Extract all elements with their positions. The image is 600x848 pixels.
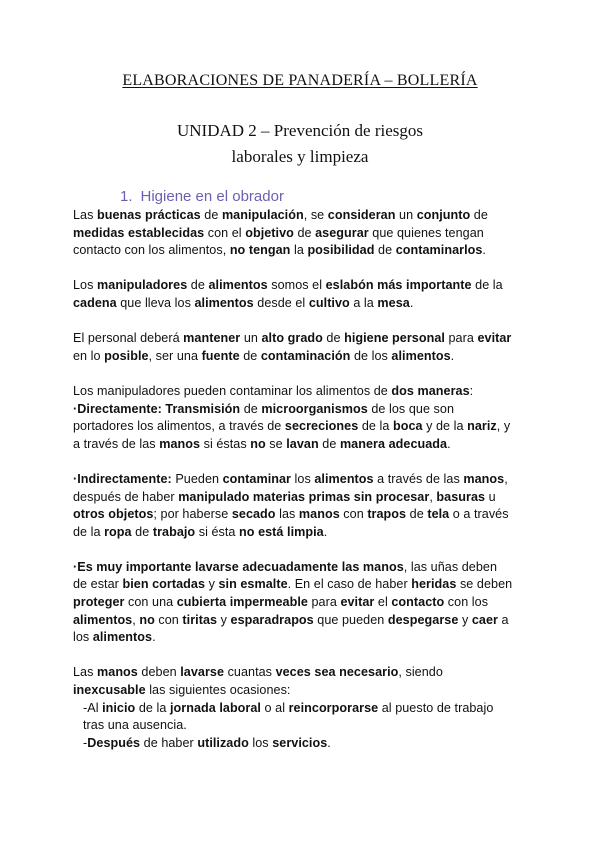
bold-text: sin esmalte [218,577,288,592]
text-run: de [200,208,222,222]
text-run: y [217,612,231,627]
bold-text: contaminar [222,471,291,486]
text-run: Los [73,278,98,293]
text-run: de [240,401,262,416]
text-run: de la [73,524,105,539]
text-run: de los que son [367,401,454,416]
paragraph-ocasiones [73,664,533,752]
bold-text: medidas establecidas [73,225,205,240]
bold-text: manipulado materias primas sin procesar [178,489,430,504]
text-line [73,401,533,419]
bold-text: tiritas [182,612,218,627]
bold-text: inexcusable [73,683,146,698]
text-run: Los manipuladores pueden contaminar los alimentos de [73,383,392,398]
text-run: de la [358,419,393,434]
bold-text: alimentos [391,348,451,363]
text-run: . [327,735,331,750]
text-run: se [265,436,287,451]
bold-text: consideran [327,208,396,222]
text-run: de la [135,700,170,715]
bold-text: manos [159,436,201,451]
text-run: . [447,436,451,451]
bold-text: microorganismos [261,401,368,416]
text-run: después de haber [73,489,179,504]
text-run: de estar [73,577,123,592]
bold-text: Después [87,735,141,750]
text-run: : [469,383,474,398]
bold-text: evitar [340,595,375,610]
text-line [73,471,533,489]
text-line [73,225,533,243]
bold-text: lavarse [180,665,225,680]
bold-text: nariz [467,419,497,434]
text-run: que lleva los [116,295,195,310]
text-run: las [275,507,299,522]
unit-title-line-2: laborales y limpieza [231,147,369,166]
text-run: de haber [140,735,198,750]
text-run: contacto con los alimentos, [73,243,230,258]
text-line [73,436,533,454]
text-line [73,682,533,700]
text-run: , [429,489,437,504]
text-run: , [132,612,140,627]
bold-text: alimentos [208,278,268,293]
text-run: y de la [422,419,468,434]
text-run: la [290,243,308,258]
bold-text: despegarse [387,612,459,627]
text-run: un [240,331,262,346]
text-run: , las uñas deben [403,559,498,574]
bold-text: posible [104,348,149,363]
text-run: si éstas [200,436,251,451]
text-line [73,489,533,507]
text-line [73,242,533,260]
text-run: para [307,595,341,610]
bold-text: boca [392,419,423,434]
bold-text: bien cortadas [122,577,206,592]
text-line [73,418,533,436]
bold-text: posibilidad [307,243,375,258]
text-run: , ser una [148,348,202,363]
bold-text: asegurar [315,225,369,240]
bold-text: cadena [73,295,117,310]
text-run: de [131,524,153,539]
bold-text: otros objetos [73,507,154,522]
bold-text: alimentos [314,471,374,486]
section-heading [120,188,284,205]
unit-title [0,118,600,170]
bold-text: secado [231,507,276,522]
bold-text: ·Directamente: Transmisión [73,401,241,416]
text-line [73,629,533,647]
paragraph-manipuladores [73,277,533,312]
text-run: con [339,507,368,522]
text-run: . En el caso de haber [287,577,412,592]
text-run: Las [73,208,98,222]
text-run: . [152,630,156,645]
bold-text: higiene personal [344,331,445,346]
bold-text: mesa [377,295,410,310]
bold-text: objetivo [245,225,294,240]
bold-text: manos [463,471,505,486]
text-run: a la [349,295,378,310]
text-run: los [73,630,93,645]
bold-text: no está limpia [239,524,324,539]
bold-text: dos maneras [391,383,470,398]
bold-text: eslabón más importante [325,278,472,293]
bold-text: contacto [391,595,445,610]
text-run: . [482,243,486,258]
text-run: , [504,471,508,486]
text-run: . [323,524,328,539]
text-run: y [205,577,219,592]
text-run: si ésta [195,524,240,539]
text-line [73,612,533,630]
bold-text: basuras [436,489,486,504]
text-run: de [293,225,316,240]
bold-text: no [250,436,266,451]
text-run: de [322,331,345,346]
bold-text: manipuladores [97,278,188,293]
body-text [73,207,533,752]
text-line [73,559,533,577]
text-run: desde el [253,295,309,310]
bold-text: fuente [201,348,240,363]
bold-text: contaminación [260,348,351,363]
text-run: de [318,436,340,451]
text-run: - [83,735,88,750]
bold-text: manos [97,665,138,680]
bold-text: ·Es muy importante lavarse adecuadamente las manos [73,559,404,574]
bold-text: utilizado [197,735,249,750]
text-run: deben [137,665,181,680]
bold-text: heridas [411,577,457,592]
text-run: , se [303,208,328,222]
document-title: ELABORACIONES DE PANADERÍA – BOLLERÍA [122,72,478,89]
bold-text: trabajo [152,524,196,539]
unit-title-line-1: UNIDAD 2 – Prevención de riesgos [177,121,423,140]
text-run: o al [260,700,289,715]
bold-text: alimentos [92,630,153,645]
text-line [73,594,533,612]
bold-text: lavan [286,436,319,451]
text-run: a través de las [73,436,160,451]
text-line [73,330,533,348]
text-line [73,576,533,594]
text-run: que pueden [313,612,388,627]
text-run: de los [350,348,392,363]
text-run: los [248,735,273,750]
paragraph-indirectamente [73,471,533,541]
text-run: de [239,348,261,363]
text-run: Las [73,665,98,680]
bold-text: no [139,612,155,627]
text-run: con una [124,595,177,610]
text-line [73,348,533,366]
text-run: para [444,331,478,346]
bold-text: secreciones [284,419,359,434]
text-run: el [374,595,392,610]
bold-text: cultivo [308,295,350,310]
bold-text: alimentos [194,295,254,310]
text-run: o a través [449,507,509,522]
bold-text: ropa [104,524,132,539]
text-run: a través de las [373,471,464,486]
text-run: de [374,243,396,258]
bold-text: caer [471,612,498,627]
bold-text: manos [298,507,340,522]
paragraph-lavarse-manos [73,559,533,647]
paragraph-personal [73,330,533,365]
text-line [73,524,533,542]
bold-text: cubierta impermeable [176,595,308,610]
section-number: 1. [120,188,133,205]
text-run: u [485,489,496,504]
bold-text: jornada laboral [169,700,261,715]
text-line [73,295,533,313]
text-run: que quienes tengan [368,225,484,240]
bold-text: alto grado [261,331,323,346]
bold-text: proteger [73,595,125,610]
text-run: con los [444,595,489,610]
bold-text: mantener [183,331,241,346]
paragraph-dos-maneras [73,383,533,453]
bold-text: trapos [367,507,407,522]
text-run: cuantas [224,665,276,680]
text-run: de [187,278,209,293]
text-line [73,717,533,735]
text-run: los [291,471,315,486]
text-run: de [406,507,428,522]
text-run: un [395,208,417,222]
text-line [73,277,533,295]
text-run: ; por haberse [153,507,232,522]
text-run: de la [471,278,503,293]
text-run: se deben [456,577,513,592]
text-run: somos el [267,278,326,293]
bold-text: inicio [102,700,136,715]
bold-text: tela [427,507,450,522]
paragraph-buenas-practicas [73,207,533,260]
text-line [73,700,533,718]
text-run: portadores los alimentos, a través de [73,419,285,434]
text-run: en lo [73,348,105,363]
bold-text: ·Indirectamente: [73,471,172,486]
text-run: , y [496,419,511,434]
text-line [73,207,533,225]
bold-text: conjunto [416,208,471,222]
bold-text: manera adecuada [339,436,448,451]
text-run: las siguientes ocasiones: [145,683,291,698]
text-run: El personal deberá [73,331,184,346]
section-title: Higiene en el obrador [140,188,284,205]
bold-text: evitar [477,331,512,346]
text-run: . [450,348,455,363]
bold-text: manipulación [221,208,304,222]
text-run: de [470,208,488,222]
text-run: , siendo [398,665,443,680]
text-run: Pueden [171,471,223,486]
text-run: al puesto de trabajo [378,700,494,715]
text-line [73,735,533,753]
text-run: y [458,612,472,627]
text-run: con [154,612,183,627]
text-line [73,383,533,401]
text-line [73,506,533,524]
text-run: -Al [83,700,103,715]
text-run: a [497,612,509,627]
text-run: con el [204,225,246,240]
text-run: . [409,295,414,310]
bold-text: servicios [272,735,328,750]
bold-text: alimentos [73,612,133,627]
bold-text: reincorporarse [288,700,379,715]
text-line [73,664,533,682]
bold-text: buenas prácticas [97,208,201,222]
bold-text: veces sea necesario [275,665,399,680]
bold-text: esparadrapos [230,612,314,627]
text-run: tras una ausencia. [83,718,187,733]
bold-text: contaminarlos [395,243,483,258]
bold-text: no tengan [229,243,291,258]
